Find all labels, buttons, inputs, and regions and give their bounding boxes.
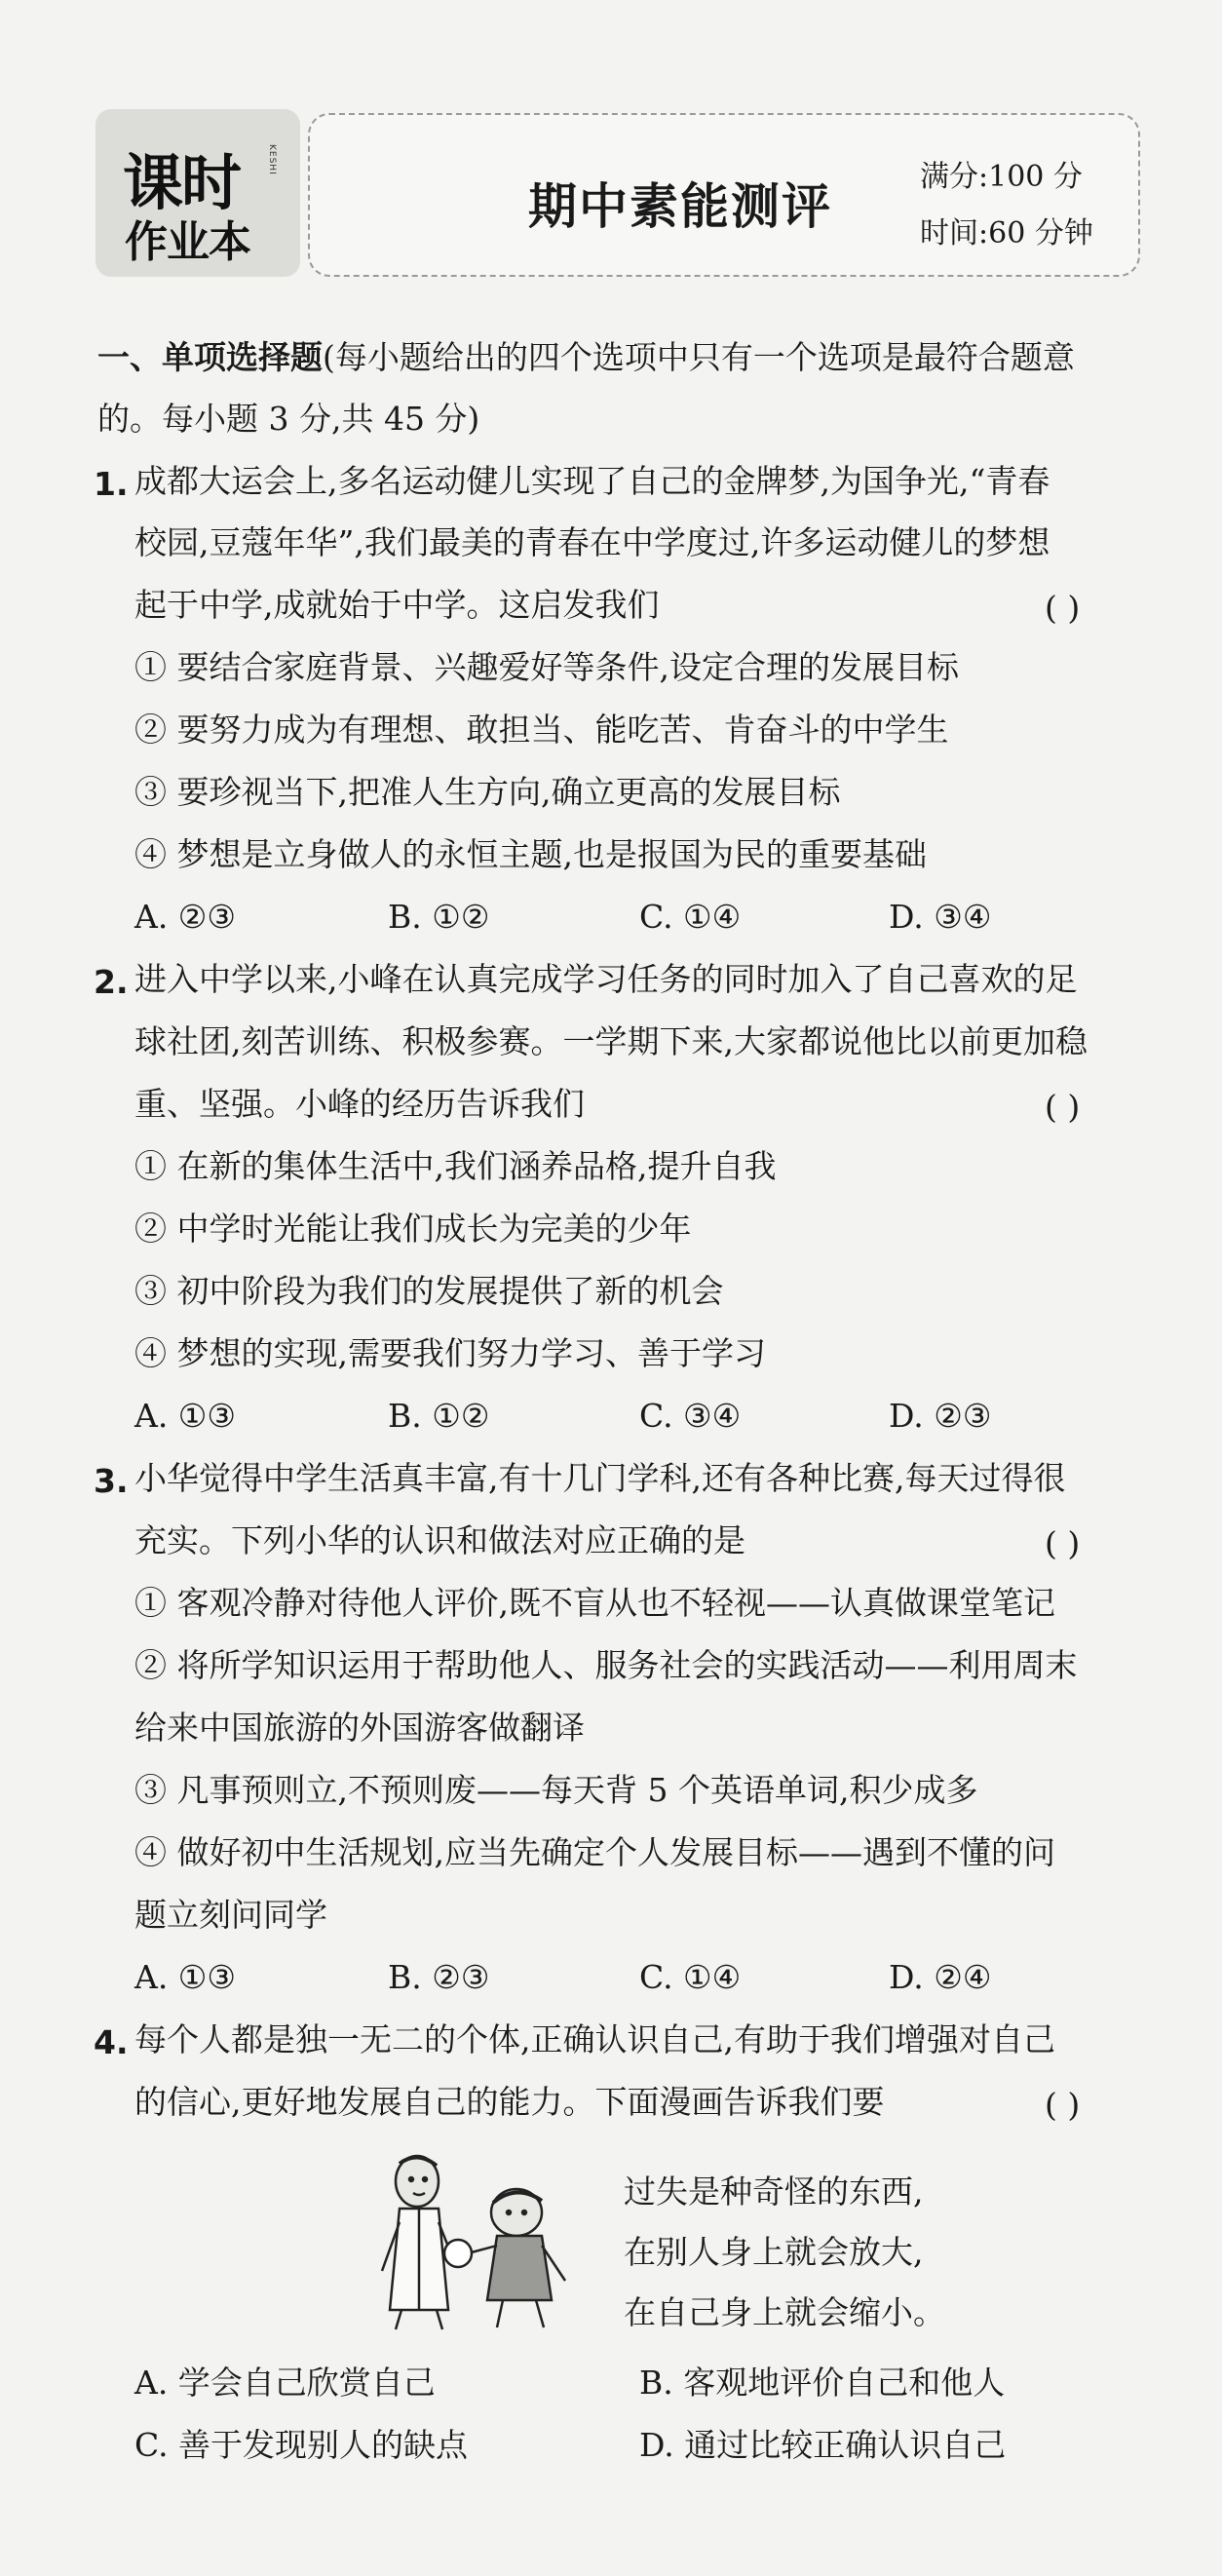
q1-stem-line3: 起于中学,成就始于中学。这启发我们: [134, 586, 660, 624]
q4-stem-line1: 每个人都是独一无二的个体,正确认识自己,有助于我们增强对自己: [134, 2020, 1055, 2058]
logo-small-text: KESHI: [267, 144, 277, 175]
q4-answer-blank: ( ): [1045, 2086, 1081, 2124]
logo: [95, 109, 300, 277]
q2-statement-1: ① 在新的集体生活中,我们涵养品格,提升自我: [134, 1147, 777, 1185]
q3-stem-line2: 充实。下列小华的认识和做法对应正确的是: [134, 1521, 745, 1559]
q3-option-b: B. ②③: [388, 1958, 490, 1996]
q2-number: 2.: [94, 963, 129, 1001]
q3-option-c: C. ①④: [639, 1958, 742, 1996]
section-title: 一、单项选择题: [97, 338, 323, 376]
q4-option-a: A. 学会自己欣赏自己: [134, 2364, 436, 2402]
q1-option-d: D. ③④: [889, 898, 992, 936]
q1-stem-line1: 成都大运会上,多名运动健儿实现了自己的金牌梦,为国争光,“青春: [134, 462, 1050, 500]
q1-option-c: C. ①④: [639, 898, 742, 936]
q4-caption-line1: 过失是种奇怪的东西,: [624, 2172, 924, 2211]
full-score: 满分:100 分: [920, 160, 1083, 194]
q2-statement-2: ② 中学时光能让我们成长为完美的少年: [134, 1210, 692, 1248]
q2-option-c: C. ③④: [639, 1397, 742, 1435]
q3-statement-2b: 给来中国旅游的外国游客做翻译: [134, 1709, 585, 1747]
q3-statement-4a: ④ 做好初中生活规划,应当先确定个人发展目标——遇到不懂的问: [134, 1833, 1055, 1871]
q3-answer-blank: ( ): [1045, 1524, 1081, 1562]
cartoon-illustration: [361, 2144, 594, 2334]
q3-statement-3: ③ 凡事预则立,不预则废——每天背 5 个英语单词,积少成多: [134, 1771, 978, 1809]
q3-option-d: D. ②④: [889, 1958, 992, 1996]
q4-option-d: D. 通过比较正确认识自己: [639, 2426, 1007, 2464]
q1-statement-2: ② 要努力成为有理想、敢担当、能吃苦、肯奋斗的中学生: [134, 711, 949, 749]
q1-answer-blank: ( ): [1045, 589, 1081, 627]
q2-answer-blank: ( ): [1045, 1088, 1081, 1126]
q3-number: 3.: [94, 1462, 129, 1500]
logo-line1: 课时: [123, 147, 241, 218]
q4-caption-line2: 在别人身上就会放大,: [624, 2233, 924, 2271]
section-intro-b: 的。每小题 3 分,共 45 分): [97, 400, 480, 438]
page-title: 期中素能测评: [528, 178, 832, 235]
title-box: [308, 113, 1140, 277]
q3-statement-4b: 题立刻问同学: [134, 1896, 327, 1934]
q3-statement-1: ① 客观冷静对待他人评价,既不盲从也不轻视——认真做课堂笔记: [134, 1584, 1055, 1622]
q4-number: 4.: [94, 2023, 129, 2061]
q3-stem-line1: 小华觉得中学生活真丰富,有十几门学科,还有各种比赛,每天过得很: [134, 1459, 1066, 1497]
section-intro-a: (每小题给出的四个选项中只有一个选项是最符合题意: [323, 338, 1075, 376]
q1-stem-line2: 校园,豆蔻年华”,我们最美的青春在中学度过,许多运动健儿的梦想: [134, 523, 1050, 561]
q2-statement-3: ③ 初中阶段为我们的发展提供了新的机会: [134, 1272, 724, 1310]
q2-stem-line1: 进入中学以来,小峰在认真完成学习任务的同时加入了自己喜欢的足: [134, 960, 1078, 998]
q2-option-b: B. ①②: [388, 1397, 490, 1435]
q1-number: 1.: [94, 465, 129, 503]
q2-statement-4: ④ 梦想的实现,需要我们努力学习、善于学习: [134, 1334, 766, 1372]
header: [95, 109, 1140, 285]
q2-stem-line2: 球社团,刻苦训练、积极参赛。一学期下来,大家都说他比以前更加稳: [134, 1022, 1088, 1060]
q1-statement-4: ④ 梦想是立身做人的永恒主题,也是报国为民的重要基础: [134, 835, 927, 873]
q3-statement-2a: ② 将所学知识运用于帮助他人、服务社会的实践活动——利用周末: [134, 1646, 1078, 1684]
logo-line2: 作业本: [125, 217, 250, 267]
section-head-line: [97, 338, 1075, 376]
q4-caption-line3: 在自己身上就会缩小。: [624, 2293, 945, 2331]
q3-option-a: A. ①③: [134, 1958, 236, 1996]
q1-statement-3: ③ 要珍视当下,把准人生方向,确立更高的发展目标: [134, 773, 841, 811]
q1-option-a: A. ②③: [134, 898, 236, 936]
q2-option-d: D. ②③: [889, 1397, 992, 1435]
q2-stem-line3: 重、坚强。小峰的经历告诉我们: [134, 1085, 585, 1123]
q1-option-b: B. ①②: [388, 898, 490, 936]
q1-statement-1: ① 要结合家庭背景、兴趣爱好等条件,设定合理的发展目标: [134, 648, 959, 686]
q2-option-a: A. ①③: [134, 1397, 236, 1435]
q4-stem-line2: 的信心,更好地发展自己的能力。下面漫画告诉我们要: [134, 2083, 885, 2121]
q4-option-b: B. 客观地评价自己和他人: [639, 2364, 1006, 2402]
q4-option-c: C. 善于发现别人的缺点: [134, 2426, 469, 2464]
time-limit: 时间:60 分钟: [920, 216, 1093, 250]
